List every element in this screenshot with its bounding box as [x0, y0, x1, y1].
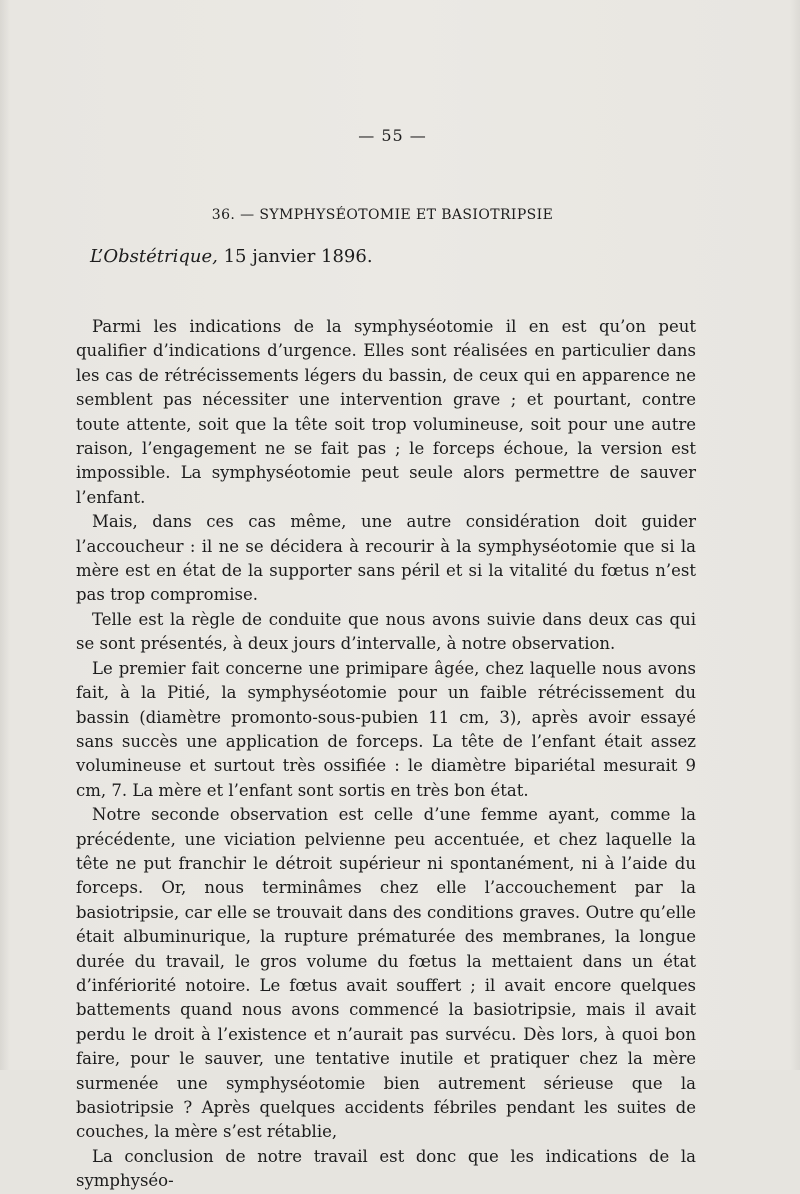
page-number: — 55 — — [358, 126, 427, 145]
paragraph: Telle est la règle de conduite que nous avons suivie dans deux cas qui se sont présentés, à deux jours d’intervalle, à notre observation. — [76, 609, 696, 654]
source-date: 15 janvier 1896. — [223, 246, 373, 267]
paragraph: Mais, dans ces cas même, une autre considération doit guider l’accoucheur : il ne se décidera à recourir à la symphyséotomie que si la mère est en état de la supporter sans péril et si la vitalité du fœtus n’est pas trop compromise. — [76, 512, 696, 605]
source-citation — [90, 246, 373, 267]
source-journal: L’Obstétrique, — [90, 246, 218, 267]
article-title: 36. — SYMPHYSÉOTOMIE ET BASIOTRIPSIE — [211, 207, 554, 223]
paragraph: Notre seconde observation est celle d’une femme ayant, comme la précédente, une viciation pelvienne peu accentuée, et chez laquelle la tête ne put franchir le détroit supérieur ni spontanément, ni à l’aide du forceps. Or, nous terminâmes chez elle l’accouchement par la basiotripsie, car elle se trouvait dans des conditions graves. Outre qu’elle était albuminurique, la rupture prématurée des membranes, la longue durée du travail, le gros volume du fœtus la mettaient dans un état d’infériorité notoire. Le fœtus avait souffert ; il avait encore quelques battements quand nous avons commencé la basiotripsie, mais il avait perdu le droit à l’existence et n’aurait pas survécu. Dès lors, à quoi bon faire, pour le sauver, une tentative inutile et pratiquer chez la mère surmenée une symphyséotomie bien autrement sérieuse que la basiotripsie ? Après quelques accidents fébriles pendant les suites de couches, la mère s’est rétablie, — [76, 805, 696, 1142]
body-text — [76, 315, 696, 1194]
paragraph: Le premier fait concerne une primipare âgée, chez laquelle nous avons fait, à la Pitié, la symphyséotomie pour un faible rétrécissement du bassin (diamètre promonto-sous-pubien 11 cm, 3), après avoir essayé sans succès une application de forceps. La tête de l’enfant était assez volumineuse et surtout très ossifiée : le diamètre bipariétal mesurait 9 cm, 7. La mère et l’enfant sont sortis en très bon état. — [76, 658, 696, 800]
paragraph: Parmi les indications de la symphyséotomie il en est qu’on peut qualifier d’indications d’urgence. Elles sont réalisées en particulier dans les cas de rétrécissements légers du bassin, de ceux qui en apparence ne semblent pas nécessiter une intervention grave ; et pourtant, contre toute attente, soit que la tête soit trop volumineuse, soit pour une autre raison, l’engagement ne se fait pas ; le forceps échoue, la version est impossible. La symphyséotomie peut seule alors permettre de sauver l’enfant. — [76, 317, 696, 507]
paragraph: La conclusion de notre travail est donc que les indications de la symphyséo- — [76, 1146, 696, 1191]
